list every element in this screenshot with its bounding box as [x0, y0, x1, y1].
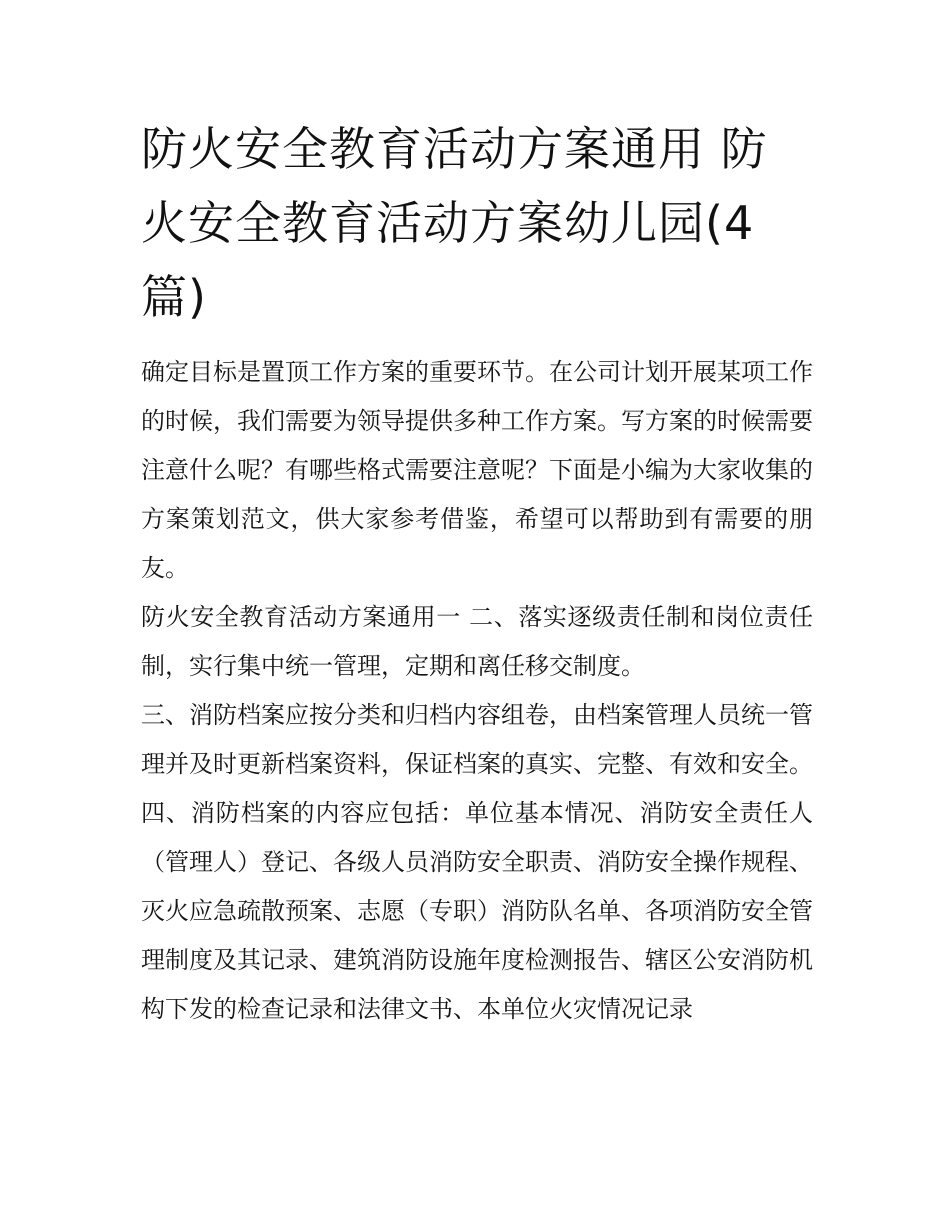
paragraph-item-three: 三、消防档案应按分类和归档内容组卷，由档案管理人员统一管理并及时更新档案资料，保证档案的真实、完整、有效和安全。: [141, 701, 813, 778]
document-content: [141, 112, 813, 1034]
paragraph-plan-one: 防火安全教育活动方案通用一 二、落实逐级责任制和岗位责任制，实行集中统一管理，定期和离任移交制度。: [141, 603, 813, 680]
paragraph-intro: 确定目标是置顶工作方案的重要环节。在公司计划开展某项工作的时候，我们需要为领导提供多种工作方案。写方案的时候需要注意什么呢？有哪些格式需要注意呢？下面是小编为大家收集的方案策划范文，供大家参考借鉴，希望可以帮助到有需要的朋友。: [141, 358, 813, 582]
paragraph-item-four: 四、消防档案的内容应包括：单位基本情况、消防安全责任人（管理人）登记、各级人员消防安全职责、消防安全操作规程、灭火应急疏散预案、志愿（专职）消防队名单、各项消防安全管理制度及其记录、建筑消防设施年度检测报告、辖区公安消防机构下发的检查记录和法律文书、本单位火灾情况记录: [141, 799, 813, 1023]
document-title: 防火安全教育活动方案通用 防火安全教育活动方案幼儿园(4篇): [141, 122, 768, 324]
